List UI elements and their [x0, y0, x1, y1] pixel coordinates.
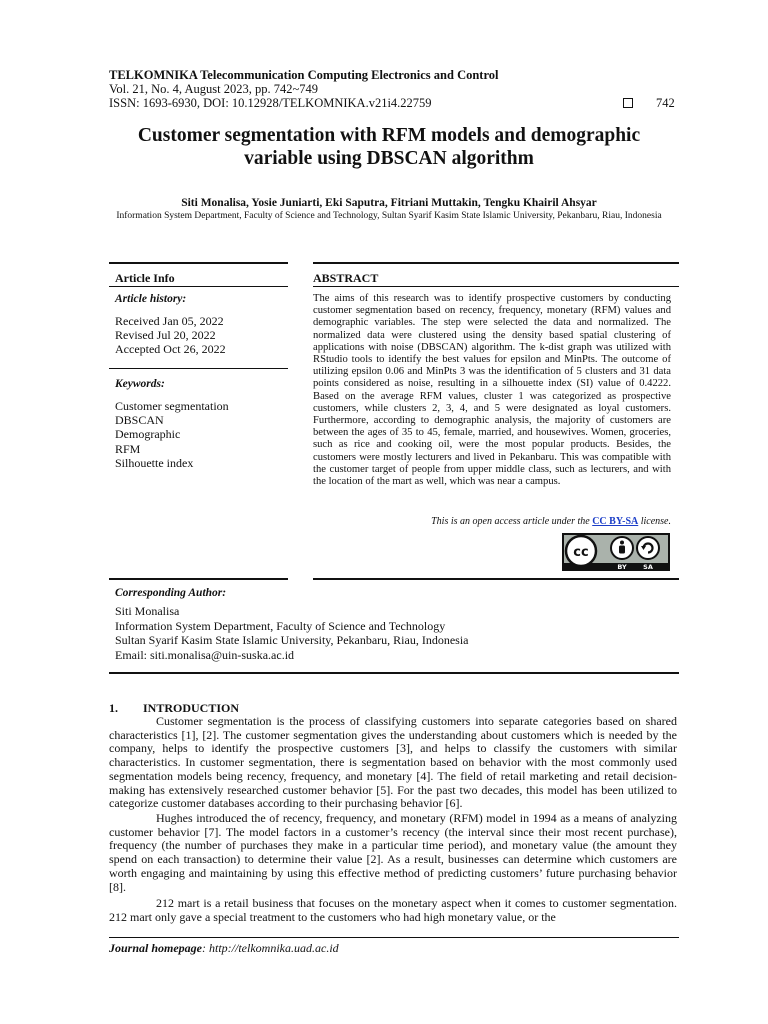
section-title: INTRODUCTION: [143, 701, 240, 715]
article-info-sub-rule: [109, 286, 288, 287]
intro-paragraph: 212 mart is a retail business that focuses on the monetary aspect when it comes to customer segmentation. 212 mart only gave a special treatment to the customers who had high monetary value, or the: [109, 896, 677, 924]
article-history-label: Article history:: [115, 293, 187, 305]
section-number: 1.: [109, 701, 118, 715]
keyword-item: Silhouette index: [115, 455, 194, 470]
keywords-list: [115, 399, 229, 470]
abstract-sub-rule: [313, 286, 679, 287]
sa-arrow-icon: [637, 537, 659, 559]
title-line: variable using DBSCAN algorithm: [244, 148, 534, 169]
history-item: Accepted Oct 26, 2022: [115, 342, 226, 357]
corresponding-author: [115, 604, 468, 662]
corresponding-author-label: Corresponding Author:: [115, 587, 227, 599]
page-number: 742: [656, 96, 675, 110]
article-info-bottom-rule: [109, 578, 288, 580]
square-icon: [623, 98, 633, 108]
svg-text:cc: cc: [573, 545, 589, 560]
homepage-label: Journal homepage: [109, 941, 203, 955]
author-email[interactable]: Email: siti.monalisa@uin-suska.ac.id: [115, 647, 295, 662]
keyword-item: RFM: [115, 441, 141, 456]
history-item: Revised Jul 20, 2022: [115, 328, 216, 343]
badge-sa-label: SA: [643, 563, 653, 571]
abstract-top-rule: [313, 262, 679, 264]
corresponding-bottom-rule: [109, 672, 679, 674]
keyword-item: DBSCAN: [115, 413, 164, 428]
paper-title: [100, 124, 678, 170]
author-name: Siti Monalisa: [115, 604, 180, 618]
keyword-item: Customer segmentation: [115, 399, 229, 413]
intro-paragraph: Hughes introduced the of recency, frequency, and monetary (RFM) model in 1994 as a means of analyzing customer behavior [7]. The model factors in a customer’s recency (the interval since their most recent purchase), frequency (the number of purchases they make in a particular time period), and monetary value (the amount they spend on each transaction) to determine their value [2]. As a result, businesses can determine which customers are worth engaging and maintaining by using this effective method of predicting customers’ future purchasing behavior [8].: [109, 811, 677, 894]
journal-homepage: [109, 941, 339, 956]
homepage-colon: :: [202, 941, 210, 955]
cc-by-sa-link[interactable]: CC BY-SA: [592, 516, 639, 527]
article-info-heading: Article Info: [115, 271, 175, 285]
journal-name: TELKOMNIKA Telecommunication Computing Electronics and Control: [109, 68, 499, 82]
title-line: Customer segmentation with RFM models and demographic: [137, 125, 641, 146]
history-divider: [109, 368, 288, 369]
cc-by-sa-badge[interactable]: [562, 533, 670, 571]
abstract-bottom-rule: [313, 578, 679, 580]
badge-by-label: BY: [617, 563, 627, 571]
keyword-item: Demographic: [115, 427, 181, 442]
footer-rule: [109, 937, 679, 938]
homepage-url[interactable]: http://telkomnika.uad.ac.id: [209, 941, 339, 955]
article-history: [115, 314, 226, 357]
license-suffix: license.: [640, 516, 671, 527]
keywords-label: Keywords:: [115, 378, 165, 390]
intro-paragraph: Customer segmentation is the process of classifying customers into separate categories based on shared characteristics [1], [2]. The customer segmentation gives the understanding about customers which is needed by the company, helps to identify the prospective customers [3], and helps to classify the customers with similar characteristics. In customer segmentation, there is segmentation based on behavior with the most commonly used segmentation models being recency, frequency, and monetary [4]. The field of retail marketing and retail decision-making has extensively researched customer behavior [5]. For the past two decades, this model has been utilized to categorize customer databases according to their purchasing behavior [6].: [109, 714, 677, 811]
abstract-heading: ABSTRACT: [313, 271, 379, 285]
volume-line: Vol. 21, No. 4, August 2023, pp. 742~749: [109, 82, 318, 96]
issn-doi-line: ISSN: 1693-6930, DOI: 10.12928/TELKOMNIKA.v21i4.22759: [109, 96, 432, 110]
cc-badge-svg: [562, 533, 670, 571]
article-info-top-rule: [109, 262, 288, 264]
affiliation: Information System Department, Faculty of Science and Technology, Sultan Syarif Kasim State Islamic University, Pekanbaru, Riau, Indonesia: [116, 211, 662, 221]
license-prefix: This is an open access article under the: [431, 516, 590, 527]
abstract-text: The aims of this research was to identify prospective customers by conducting customer segmentation based on recency, frequency, monetary (RFM) values and demographic variables. The step were selected the data and normalized. The normalized data were clustered using the density based spatial clustering of applications with noise (DBSCAN) algorithm. The k-dist graph was utilized with RStudio tools to identify the best values for epsilon and MinPts. The outcome of utilizing epsilon 0.06 and MinPts 3 was the identification of 5 clusters and 31 data points considered as noise, resulting in a silhouette index (SI) value of 0.4222. Based on the average RFM values, cluster 1 was categorized as prospective customers, while clusters 2, 3, 4, and 5 were designated as loyal customers. Furthermore, according to demographic analysis, the majority of customers are between the ages of 35 to 45, female, married, and housewives. Women, groceries, such as rice and cooking oil, were the most popular products. Besides, the customers were mostly lecturers and lived in Pekanbaru. This was compatible with the customer target of people from upper middle class, such as lecturers, and with the location of the mart as well, which was near a campus.: [313, 293, 671, 488]
author-dept: Information System Department, Faculty of Science and Technology: [115, 618, 446, 633]
license-line: [313, 516, 671, 527]
authors: Siti Monalisa, Yosie Juniarti, Eki Saputra, Fitriani Muttakin, Tengku Khairil Ahsyar: [181, 197, 597, 209]
author-univ: Sultan Syarif Kasim State Islamic University, Pekanbaru, Riau, Indonesia: [115, 633, 469, 647]
history-item: Received Jan 05, 2022: [115, 314, 224, 328]
